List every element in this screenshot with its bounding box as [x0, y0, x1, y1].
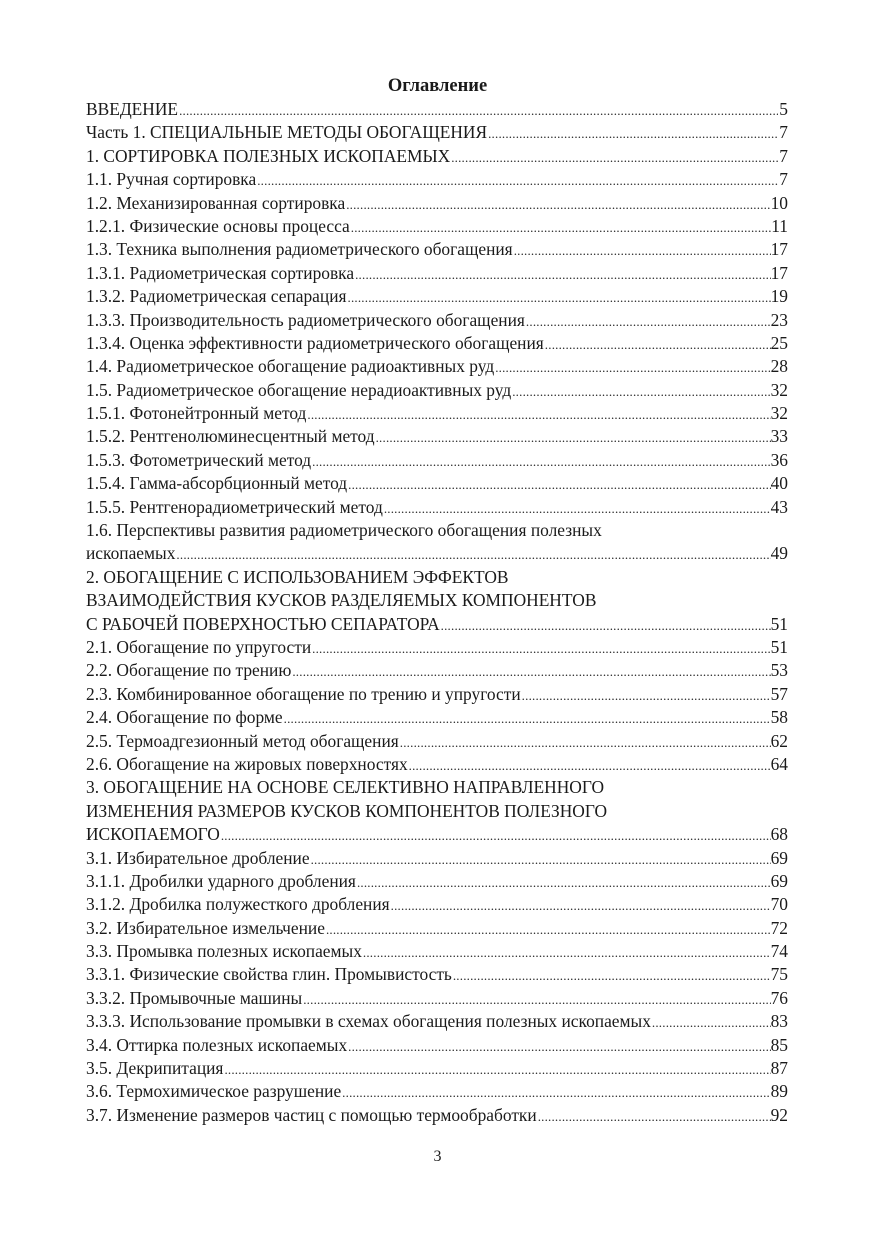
dot-leader	[311, 450, 770, 473]
toc-entry-label: 3.5. Декрипитация	[86, 1058, 224, 1079]
toc-entry-page: 7	[779, 145, 788, 166]
toc-entry-label: 3.2. Избирательное измельчение	[86, 917, 325, 938]
toc-entry[interactable]	[86, 238, 788, 261]
toc-entry[interactable]	[86, 589, 788, 612]
toc-entry[interactable]	[86, 1080, 788, 1103]
toc-entry-page: 68	[770, 824, 788, 845]
dot-leader	[452, 964, 771, 987]
toc-entry[interactable]	[86, 730, 788, 753]
toc-entry[interactable]	[86, 1057, 788, 1080]
toc-entry[interactable]	[86, 496, 788, 519]
dot-leader	[350, 216, 771, 239]
dot-leader	[325, 918, 771, 941]
toc-entry-label: 2.3. Комбинированное обогащение по трению и упругости	[86, 683, 521, 704]
toc-entry-page: 57	[770, 683, 788, 704]
toc-entry[interactable]	[86, 402, 788, 425]
toc-entry-page: 17	[770, 262, 788, 283]
toc-entry-page: 23	[770, 309, 788, 330]
page-number: 3	[433, 1148, 442, 1165]
toc-entry-label: 1.3.3. Производительность радиометрического обогащения	[86, 309, 525, 330]
toc-entry-page: 32	[770, 403, 788, 424]
toc-entry-label: ВВЕДЕНИЕ	[86, 99, 179, 119]
dot-leader	[487, 122, 778, 145]
toc-entry-page: 5	[779, 99, 788, 119]
toc-entry-label: 2.4. Обогащение по форме	[86, 707, 283, 728]
toc-entry-label: 3.3.2. Промывочные машины	[86, 987, 303, 1008]
toc-entry[interactable]	[86, 706, 788, 729]
toc-entry[interactable]	[86, 145, 788, 168]
dot-leader	[291, 660, 770, 683]
toc-entry-label: 1.6. Перспективы развития радиометрического обогащения полезных	[86, 520, 602, 541]
toc-entry[interactable]	[86, 847, 788, 870]
dot-leader	[341, 1081, 770, 1104]
toc-entry-label: 1.3. Техника выполнения радиометрического обогащения	[86, 239, 513, 260]
dot-leader	[408, 754, 771, 777]
toc-entry-page: 51	[770, 613, 788, 634]
dot-leader	[347, 1035, 770, 1058]
toc-entry-page: 75	[770, 964, 788, 985]
toc-entry[interactable]	[86, 519, 788, 542]
toc-entry[interactable]	[86, 425, 788, 448]
toc-entry-page: 7	[779, 169, 788, 190]
dot-leader	[347, 286, 771, 309]
toc-entry-label: 1. СОРТИРОВКА ПОЛЕЗНЫХ ИСКОПАЕМЫХ	[86, 145, 451, 166]
toc-entry-label: 1.4. Радиометрическое обогащение радиоактивных руд	[86, 356, 495, 377]
toc-entry[interactable]	[86, 940, 788, 963]
dot-leader	[311, 637, 770, 660]
dot-leader	[220, 824, 771, 847]
toc-entry[interactable]	[86, 753, 788, 776]
dot-leader	[223, 1058, 770, 1081]
dot-leader	[494, 356, 770, 379]
dot-leader	[511, 380, 770, 403]
toc-entry-label: 1.1. Ручная сортировка	[86, 169, 257, 190]
dot-leader	[175, 543, 770, 566]
toc-entry-page: 76	[770, 987, 788, 1008]
toc-entry-label: ископаемых	[86, 543, 176, 564]
toc-entry[interactable]	[86, 449, 788, 472]
toc-entry-label: 3.3.1. Физические свойства глин. Промывистость	[86, 964, 452, 985]
toc-entry-label: 3.3.3. Использование промывки в схемах обогащения полезных ископаемых	[86, 1011, 651, 1032]
toc-entry-page: 89	[770, 1081, 788, 1102]
toc-entry[interactable]	[86, 1104, 788, 1127]
toc-entry-label: 1.2.1. Физические основы процесса	[86, 215, 350, 236]
toc-entry-label: 1.2. Механизированная сортировка	[86, 192, 346, 213]
toc-entry[interactable]	[86, 355, 788, 378]
dot-leader	[383, 497, 771, 520]
toc-entry-page: 64	[770, 753, 788, 774]
dot-leader	[354, 263, 771, 286]
toc-entry-page: 32	[770, 379, 788, 400]
toc-entry-label: 2. ОБОГАЩЕНИЕ С ИСПОЛЬЗОВАНИЕМ ЭФФЕКТОВ	[86, 566, 509, 587]
toc-entry-page: 85	[770, 1034, 788, 1055]
toc-entry-label: С РАБОЧЕЙ ПОВЕРХНОСТЬЮ СЕПАРАТОРА	[86, 613, 440, 634]
toc-entry[interactable]	[86, 683, 788, 706]
toc-entry-page: 72	[770, 917, 788, 938]
toc-entry-label: 2.1. Обогащение по упругости	[86, 636, 312, 657]
dot-leader	[256, 169, 778, 192]
toc-entry-label: 3.1. Избирательное дробление	[86, 847, 310, 868]
toc-entry-page: 19	[770, 286, 788, 307]
dot-leader	[347, 473, 770, 496]
toc-entry[interactable]	[86, 98, 788, 121]
toc-entry-label: 1.5.1. Фотонейтронный метод	[86, 403, 307, 424]
toc-entry-label: 2.5. Термоадгезионный метод обогащения	[86, 730, 399, 751]
toc-entry-page: 36	[770, 449, 788, 470]
toc-entry-label: 1.3.1. Радиометрическая сортировка	[86, 262, 355, 283]
toc-entry-label: 3.1.1. Дробилки ударного дробления	[86, 870, 356, 891]
toc-entry[interactable]	[86, 823, 788, 846]
dot-leader	[544, 333, 771, 356]
toc-entry[interactable]	[86, 192, 788, 215]
toc-entry[interactable]	[86, 893, 788, 916]
toc-entry-page: 11	[771, 215, 788, 236]
toc-entry-label: 3.1.2. Дробилка полужесткого дробления	[86, 894, 390, 915]
dot-leader	[356, 871, 771, 894]
toc-entry-label: 1.5.4. Гамма-абсорбционный метод	[86, 473, 348, 494]
toc-entry-label: Часть 1. СПЕЦИАЛЬНЫЕ МЕТОДЫ ОБОГАЩЕНИЯ	[86, 122, 488, 143]
toc-entry-page: 74	[770, 941, 788, 962]
toc-entry-label: 3.7. Изменение размеров частиц с помощью термообработки	[86, 1104, 537, 1125]
toc-entry[interactable]	[86, 987, 788, 1010]
toc-entry[interactable]	[86, 659, 788, 682]
toc-entry-label: 1.5.2. Рентгенолюминесцентный метод	[86, 426, 375, 447]
toc-entry[interactable]	[86, 636, 788, 659]
toc-entry-page: 10	[770, 192, 788, 213]
toc-entry-page: 33	[770, 426, 788, 447]
dot-leader	[440, 614, 771, 637]
toc-entry-page: 69	[770, 870, 788, 891]
toc-entry-label: 3. ОБОГАЩЕНИЕ НА ОСНОВЕ СЕЛЕКТИВНО НАПРАВЛЕННОГО	[86, 777, 605, 798]
toc-entry[interactable]	[86, 472, 788, 495]
toc-entry[interactable]	[86, 963, 788, 986]
toc-entry-page: 53	[770, 660, 788, 681]
toc-entry-label: 1.3.2. Радиометрическая сепарация	[86, 286, 347, 307]
toc-entry-label: 3.3. Промывка полезных ископаемых	[86, 941, 362, 962]
toc-entry[interactable]	[86, 800, 788, 823]
table-of-contents	[86, 98, 788, 1127]
toc-entry-label: ИСКОПАЕМОГО	[86, 824, 220, 845]
toc-entry-page: 62	[770, 730, 788, 751]
toc-entry[interactable]	[86, 542, 788, 565]
toc-entry[interactable]	[86, 168, 788, 191]
toc-entry-label: 1.5.3. Фотометрический метод	[86, 449, 312, 470]
toc-entry-page: 49	[770, 543, 788, 564]
dot-leader	[390, 894, 771, 917]
toc-entry[interactable]	[86, 917, 788, 940]
toc-entry[interactable]	[86, 262, 788, 285]
toc-entry[interactable]	[86, 309, 788, 332]
toc-entry-label: ВЗАИМОДЕЙСТВИЯ КУСКОВ РАЗДЕЛЯЕМЫХ КОМПОНЕНТОВ	[86, 590, 597, 611]
toc-entry-page: 92	[770, 1104, 788, 1125]
toc-entry[interactable]	[86, 215, 788, 238]
dot-leader	[345, 193, 770, 216]
toc-entry-page: 40	[770, 473, 788, 494]
dot-leader	[375, 426, 771, 449]
toc-entry-page: 58	[770, 707, 788, 728]
toc-entry-page: 17	[770, 239, 788, 260]
dot-leader	[302, 988, 770, 1011]
dot-leader	[310, 848, 771, 871]
dot-leader	[306, 403, 770, 426]
dot-leader	[525, 310, 771, 333]
toc-entry[interactable]	[86, 566, 788, 589]
toc-entry[interactable]	[86, 776, 788, 799]
toc-entry[interactable]	[86, 285, 788, 308]
dot-leader	[399, 731, 771, 754]
dot-leader	[178, 99, 778, 122]
toc-entry-page: 43	[770, 496, 788, 517]
toc-entry-label: 2.6. Обогащение на жировых поверхностях	[86, 753, 408, 774]
toc-entry-label: 1.5. Радиометрическое обогащение нерадиоактивных руд	[86, 379, 512, 400]
dot-leader	[283, 707, 771, 730]
dot-leader	[450, 146, 778, 169]
toc-entry[interactable]	[86, 332, 788, 355]
toc-entry-page: 28	[770, 356, 788, 377]
toc-entry-label: 1.5.5. Рентгенорадиометрический метод	[86, 496, 383, 517]
toc-entry-label: 3.6. Термохимическое разрушение	[86, 1081, 342, 1102]
toc-entry[interactable]	[86, 379, 788, 402]
toc-entry[interactable]	[86, 613, 788, 636]
dot-leader	[521, 684, 771, 707]
toc-entry-page: 83	[770, 1011, 788, 1032]
toc-entry[interactable]	[86, 121, 788, 144]
toc-entry-label: 2.2. Обогащение по трению	[86, 660, 292, 681]
dot-leader	[537, 1105, 771, 1128]
toc-entry-label: 1.3.4. Оценка эффективности радиометрического обогащения	[86, 332, 544, 353]
page-title: Оглавление	[387, 76, 488, 96]
toc-entry[interactable]	[86, 1034, 788, 1057]
dot-leader	[362, 941, 771, 964]
toc-entry-page: 69	[770, 847, 788, 868]
toc-entry-label: ИЗМЕНЕНИЯ РАЗМЕРОВ КУСКОВ КОМПОНЕНТОВ ПОЛЕЗНОГО	[86, 800, 608, 821]
dot-leader	[513, 239, 771, 262]
toc-entry-page: 87	[770, 1058, 788, 1079]
toc-entry-page: 70	[770, 894, 788, 915]
toc-entry-label: 3.4. Оттирка полезных ископаемых	[86, 1034, 348, 1055]
toc-entry-page: 25	[770, 332, 788, 353]
dot-leader	[651, 1011, 771, 1034]
toc-entry-page: 7	[779, 122, 788, 143]
toc-entry-page: 51	[770, 636, 788, 657]
toc-entry[interactable]	[86, 870, 788, 893]
toc-entry[interactable]	[86, 1010, 788, 1033]
